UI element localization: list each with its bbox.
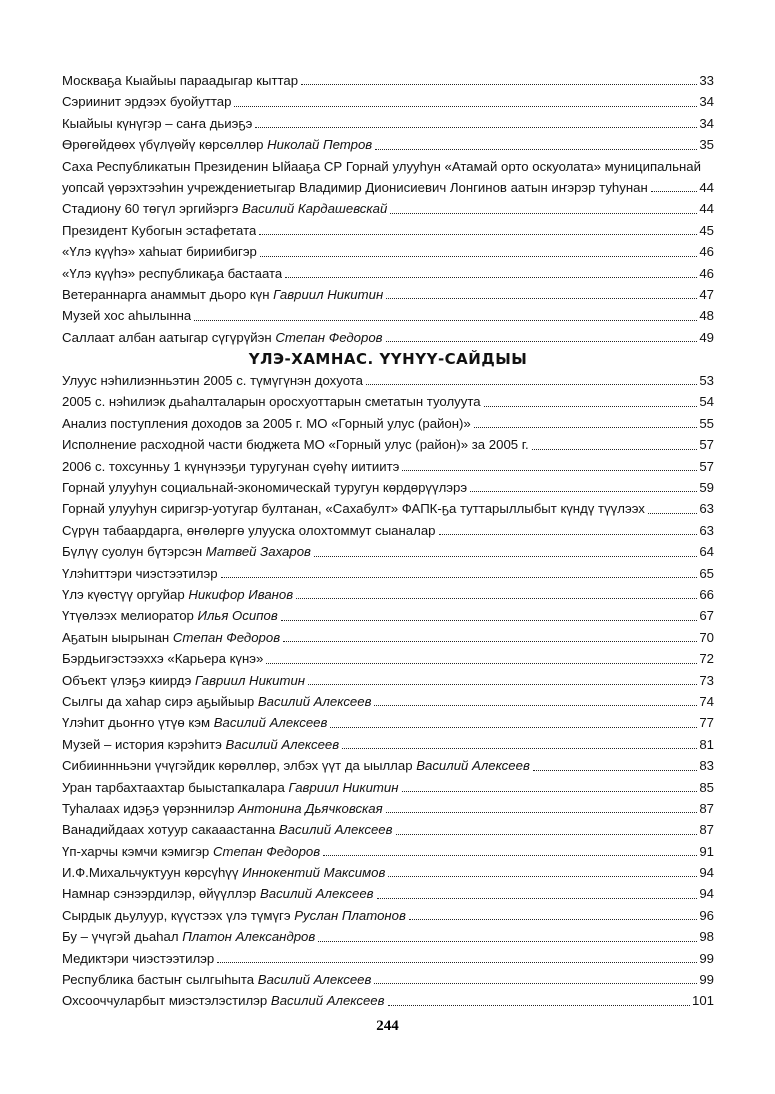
entry-page-number: 98 bbox=[699, 929, 714, 945]
entry-page-number: 49 bbox=[699, 329, 714, 345]
entry-page-number: 72 bbox=[699, 651, 714, 667]
entry-title-text: Музей хос аһылынна bbox=[62, 308, 192, 324]
entry-page-number: 73 bbox=[699, 672, 714, 688]
entry-title bbox=[62, 113, 252, 134]
entry-title-text: Сылгы да хаһар сирэ аҕыйыыр bbox=[62, 693, 258, 709]
entry-page-number: 91 bbox=[699, 843, 714, 859]
toc-entry bbox=[62, 627, 714, 648]
dot-leader bbox=[330, 727, 697, 728]
entry-title bbox=[62, 670, 305, 691]
entry-title bbox=[62, 70, 298, 91]
entry-title-text: Саллаат албан аатыгар сүгүрүйэн bbox=[62, 329, 276, 345]
entry-page-number: 66 bbox=[699, 586, 714, 602]
dot-leader bbox=[281, 620, 698, 621]
dot-leader bbox=[301, 84, 697, 85]
entry-author: Гавриил Никитин bbox=[288, 779, 399, 795]
toc-entry bbox=[62, 905, 714, 926]
toc-entry bbox=[62, 177, 714, 198]
entry-title bbox=[62, 627, 280, 648]
entry-page-number: 34 bbox=[699, 115, 714, 131]
toc-entry bbox=[62, 990, 714, 1011]
entry-page-number: 87 bbox=[699, 822, 714, 838]
dot-leader bbox=[402, 791, 698, 792]
entry-title-text: Ветераннарга анаммыт дьоро күн bbox=[62, 286, 274, 302]
entry-title-text: Медиктэри чиэстээтилэр bbox=[62, 950, 215, 966]
dot-leader bbox=[390, 213, 697, 214]
entry-title-text: Кыайыы күнүгэр – саҥа дьиэҕэ bbox=[62, 115, 253, 131]
entry-page-number: 46 bbox=[699, 244, 714, 260]
entry-title bbox=[62, 605, 278, 626]
entry-page-number: 59 bbox=[699, 480, 714, 496]
entry-title bbox=[62, 220, 256, 241]
entry-page-number: 99 bbox=[699, 972, 714, 988]
entry-author: Василий Алексеев bbox=[257, 693, 372, 709]
entry-title-text: Бүлүү суолун бүтэрсэн bbox=[62, 544, 206, 560]
entry-author: Василий Алексеев bbox=[225, 736, 340, 752]
dot-leader bbox=[533, 770, 698, 771]
entry-title-text: Үтүөлээх мелиоратор bbox=[62, 608, 198, 624]
entry-title-text: Сэриинит эрдээх буойуттар bbox=[62, 94, 232, 110]
dot-leader bbox=[386, 298, 697, 299]
entry-title bbox=[62, 498, 645, 519]
entry-page-number: 53 bbox=[699, 373, 714, 389]
toc-entry bbox=[62, 520, 714, 541]
entry-title bbox=[62, 520, 436, 541]
entry-author: Гавриил Никитин bbox=[273, 286, 384, 302]
entry-author: Василий Алексеев bbox=[278, 822, 393, 838]
entry-page-number: 65 bbox=[699, 565, 714, 581]
entry-title bbox=[62, 198, 387, 219]
entry-title-text: Үп-харчы кэмчи кэмигэр bbox=[62, 843, 213, 859]
dot-leader bbox=[386, 812, 698, 813]
toc-entry bbox=[62, 134, 714, 155]
entry-title bbox=[62, 819, 393, 840]
entry-author: Гавриил Никитин bbox=[195, 672, 306, 688]
dot-leader bbox=[285, 277, 697, 278]
entry-title bbox=[62, 91, 231, 112]
toc-entry bbox=[62, 327, 714, 348]
entry-author: Руслан Платонов bbox=[294, 907, 406, 923]
toc-entry bbox=[62, 969, 714, 990]
dot-leader bbox=[651, 191, 698, 192]
entry-page-number: 47 bbox=[699, 286, 714, 302]
entry-page-number: 94 bbox=[699, 865, 714, 881]
entry-title bbox=[62, 734, 339, 755]
entry-title-text: Охсооччуларбыт миэстэлэстилэр bbox=[62, 993, 271, 1009]
dot-leader bbox=[266, 663, 697, 664]
entry-title-text: Республика бастыҥ сылгыһыта bbox=[62, 972, 258, 988]
entry-title-text: «Үлэ күүһэ» хаһыат бириибигэр bbox=[62, 244, 257, 260]
entry-title-text: Туһалаах идэҕэ үөрэннилэр bbox=[62, 800, 239, 816]
toc-entry bbox=[62, 777, 714, 798]
entry-title-text: Ванадийдаах хотуур сакааастанна bbox=[62, 822, 279, 838]
dot-leader bbox=[194, 320, 697, 321]
entry-title bbox=[62, 541, 311, 562]
toc-entry bbox=[62, 605, 714, 626]
entry-author: Иннокентий Максимов bbox=[242, 865, 386, 881]
entry-author: Илья Осипов bbox=[197, 608, 278, 624]
entry-page-number: 85 bbox=[699, 779, 714, 795]
toc-entry bbox=[62, 413, 714, 434]
entry-page-number: 46 bbox=[699, 265, 714, 281]
entry-title bbox=[62, 755, 530, 776]
entry-title bbox=[62, 413, 471, 434]
toc-entry bbox=[62, 498, 714, 519]
entry-title-text: Музей – история кэрэһитэ bbox=[62, 736, 226, 752]
entry-page-number: 99 bbox=[699, 950, 714, 966]
entry-title bbox=[62, 305, 191, 326]
dot-leader bbox=[374, 705, 697, 706]
entry-title bbox=[62, 241, 257, 262]
entry-title-text: Исполнение расходной части бюджета МО «Горный улус (район)» за 2005 г. bbox=[62, 437, 529, 453]
entry-page-number: 55 bbox=[699, 415, 714, 431]
entry-page-number: 33 bbox=[699, 72, 714, 88]
toc-entry bbox=[62, 755, 714, 776]
toc-list-part-1b bbox=[62, 198, 714, 348]
entry-title-text: 2006 с. тохсунньу 1 күнүнээҕи туругунан сүөһү иитиитэ bbox=[62, 458, 400, 474]
entry-author: Степан Федоров bbox=[275, 329, 383, 345]
entry-title bbox=[62, 948, 214, 969]
entry-page-number: 96 bbox=[699, 907, 714, 923]
entry-author: Василий Алексеев bbox=[416, 758, 530, 774]
entry-page-number: 35 bbox=[699, 137, 714, 153]
toc-entry bbox=[62, 648, 714, 669]
entry-title bbox=[62, 777, 399, 798]
toc-entry bbox=[62, 220, 714, 241]
dot-leader bbox=[388, 876, 697, 877]
entry-title bbox=[62, 712, 327, 733]
entry-title-text: Объект үлэҕэ киирдэ bbox=[62, 672, 195, 688]
entry-title bbox=[62, 327, 383, 348]
dot-leader bbox=[260, 256, 697, 257]
entry-title-text: Намнар сэнээрдилэр, өйүүллэр bbox=[62, 886, 260, 902]
entry-title bbox=[62, 990, 385, 1011]
toc-entry bbox=[62, 391, 714, 412]
dot-leader bbox=[314, 556, 697, 557]
dot-leader bbox=[388, 1005, 690, 1006]
toc-entry bbox=[62, 113, 714, 134]
entry-title bbox=[62, 370, 363, 391]
entry-page-number: 81 bbox=[699, 736, 714, 752]
entry-title-line-2: уопсай үөрэхтээһин учреждениетыгар Владимир Дионисиевич Лонгинов аатын иҥэрэр туһунан bbox=[62, 179, 648, 195]
toc-entry bbox=[62, 926, 714, 947]
toc-entry bbox=[62, 284, 714, 305]
entry-title-text: Үлэһит дьоҥҥо үтүө кэм bbox=[62, 715, 214, 731]
entry-title bbox=[62, 563, 218, 584]
toc-entry bbox=[62, 198, 714, 219]
page-number: 244 bbox=[376, 1018, 399, 1034]
dot-leader bbox=[217, 962, 697, 963]
entry-title-text: Улуус нэһилиэнньэтин 2005 с. түмүгүнэн дохуота bbox=[62, 373, 363, 389]
entry-title-text: Горнай улууһун социальнай-экономическай туругун көрдөрүүлэрэ bbox=[62, 480, 468, 496]
entry-page-number: 70 bbox=[699, 629, 714, 645]
entry-page-number: 64 bbox=[699, 544, 714, 560]
entry-title bbox=[62, 798, 383, 819]
entry-author: Степан Федоров bbox=[212, 843, 321, 859]
entry-author: Матвей Захаров bbox=[205, 544, 311, 560]
entry-page-number: 48 bbox=[699, 308, 714, 324]
entry-title-text: Аҕатын ыырынан bbox=[62, 629, 173, 645]
dot-leader bbox=[386, 341, 698, 342]
entry-title bbox=[62, 691, 371, 712]
entry-title bbox=[62, 969, 371, 990]
entry-author: Антонина Дьячковская bbox=[238, 800, 383, 816]
entry-title bbox=[62, 134, 372, 155]
dot-leader bbox=[377, 898, 698, 899]
toc-entry bbox=[62, 862, 714, 883]
dot-leader bbox=[375, 149, 697, 150]
dot-leader bbox=[296, 598, 697, 599]
dot-leader bbox=[342, 748, 697, 749]
dot-leader bbox=[374, 983, 697, 984]
entry-title bbox=[62, 648, 263, 669]
entry-title-text: Сырдык дьулуур, күүстээх үлэ түмүгэ bbox=[62, 907, 295, 923]
entry-page-number: 57 bbox=[699, 458, 714, 474]
toc-list-part-1 bbox=[62, 70, 714, 156]
dot-leader bbox=[234, 106, 697, 107]
dot-leader bbox=[532, 449, 698, 450]
dot-leader bbox=[470, 491, 697, 492]
entry-title-text: Сүрүн табаардарга, өҥөлөргө улууска олохтоммут сыаналар bbox=[62, 522, 436, 538]
entry-title bbox=[62, 263, 282, 284]
section-heading: ҮЛЭ-ХАМНАС. ҮҮНҮҮ-САЙДЫЫ bbox=[248, 350, 528, 369]
entry-author: Никифор Иванов bbox=[188, 586, 294, 602]
toc-entry bbox=[62, 584, 714, 605]
entry-author: Степан Федоров bbox=[172, 629, 281, 645]
toc-entry bbox=[62, 819, 714, 840]
entry-author: Василий Алексеев bbox=[257, 972, 372, 988]
entry-page-number: 67 bbox=[699, 608, 714, 624]
toc-entry-multiline bbox=[62, 156, 714, 199]
toc-entry bbox=[62, 883, 714, 904]
toc-entry bbox=[62, 563, 714, 584]
entry-title-text: Стадиону 60 төгүл эргийэргэ bbox=[62, 201, 243, 217]
dot-leader bbox=[323, 855, 697, 856]
entry-title bbox=[62, 434, 529, 455]
entry-title-text: Бэрдьигэстээххэ «Карьера күнэ» bbox=[62, 651, 264, 667]
entry-page-number: 45 bbox=[699, 222, 714, 238]
toc-entry bbox=[62, 712, 714, 733]
toc-entry bbox=[62, 798, 714, 819]
dot-leader bbox=[259, 234, 697, 235]
toc-entry bbox=[62, 70, 714, 91]
entry-author: Платон Александров bbox=[182, 929, 316, 945]
dot-leader bbox=[283, 641, 697, 642]
entry-page-number: 44 bbox=[699, 201, 714, 217]
entry-title bbox=[62, 841, 320, 862]
entry-title bbox=[62, 584, 293, 605]
entry-title-text: И.Ф.Михальчуктуун көрсүһүү bbox=[62, 865, 243, 881]
entry-page-number: 63 bbox=[699, 501, 714, 517]
dot-leader bbox=[439, 534, 698, 535]
dot-leader bbox=[648, 513, 697, 514]
dot-leader bbox=[318, 941, 697, 942]
entry-title bbox=[62, 905, 406, 926]
toc-entry bbox=[62, 263, 714, 284]
dot-leader bbox=[255, 127, 697, 128]
entry-page-number: 57 bbox=[699, 437, 714, 453]
entry-author: Николай Петров bbox=[267, 137, 373, 153]
entry-title-text: Сибииннньэни үчүгэйдик көрөллөр, элбэх үүт да ыыллар bbox=[62, 758, 417, 774]
entry-title-text: Горнай улууһун сиригэр-уотугар бултанан, «Сахабулт» ФАПК-ҕа туттарыллыбыт күндү түүлээх bbox=[62, 501, 645, 517]
toc-entry bbox=[62, 241, 714, 262]
entry-author: Василий Кардашевскай bbox=[242, 201, 388, 217]
entry-title-text: Москваҕа Кыайыы параадыгар кыттар bbox=[62, 72, 299, 88]
entry-page-number: 77 bbox=[699, 715, 714, 731]
entry-title-text: Үлэ күөстүү оргуйар bbox=[62, 586, 189, 602]
entry-title-text: Үлэһиттэри чиэстээтилэр bbox=[62, 565, 218, 581]
dot-leader bbox=[409, 919, 697, 920]
entry-page-number: 63 bbox=[699, 522, 714, 538]
dot-leader bbox=[474, 427, 698, 428]
toc-entry bbox=[62, 456, 714, 477]
toc-entry bbox=[62, 541, 714, 562]
entry-page-number: 87 bbox=[699, 800, 714, 816]
entry-title-text: Президент Кубогын эстафетата bbox=[62, 222, 257, 238]
toc-entry bbox=[62, 434, 714, 455]
entry-title-line-1: Саха Республикатын Президенин Ыйааҕа СР Горнай улууһун «Атамай орто оскуолата» муниципальнай bbox=[62, 158, 701, 174]
toc-entry bbox=[62, 691, 714, 712]
entry-page-number: 54 bbox=[699, 394, 714, 410]
entry-title-text: «Үлэ күүһэ» республикаҕа бастаата bbox=[62, 265, 283, 281]
entry-title-text: 2005 с. нэһилиэк дьаһалталарын оросхуоттарын сметатын туолуута bbox=[62, 394, 481, 410]
toc-entry bbox=[62, 305, 714, 326]
toc-entry bbox=[62, 948, 714, 969]
entry-title-text: Өрөгөйдөөх үбүлүөйү көрсөллөр bbox=[62, 137, 268, 153]
entry-page-number: 94 bbox=[699, 886, 714, 902]
entry-page-number: 83 bbox=[699, 758, 714, 774]
entry-author: Василий Алексеев bbox=[213, 715, 328, 731]
toc-list-part-2 bbox=[62, 370, 714, 1012]
toc-entry bbox=[62, 841, 714, 862]
toc-entry bbox=[62, 670, 714, 691]
entry-author: Василий Алексеев bbox=[259, 886, 374, 902]
entry-title-text: Анализ поступления доходов за 2005 г. МО «Горный улус (район)» bbox=[62, 415, 471, 431]
entry-page-number: 34 bbox=[699, 94, 714, 110]
entry-page-number: 74 bbox=[699, 693, 714, 709]
entry-page-number: 44 bbox=[699, 179, 714, 195]
entry-title bbox=[62, 284, 383, 305]
entry-page-number: 101 bbox=[691, 993, 714, 1009]
toc-entry bbox=[62, 477, 714, 498]
entry-title-text: Уран тарбахтаахтар быыстапкалара bbox=[62, 779, 289, 795]
entry-title bbox=[62, 926, 315, 947]
toc-entry bbox=[62, 91, 714, 112]
dot-leader bbox=[402, 470, 697, 471]
dot-leader bbox=[396, 834, 698, 835]
dot-leader bbox=[366, 384, 697, 385]
entry-title bbox=[62, 456, 399, 477]
dot-leader bbox=[308, 684, 697, 685]
entry-title bbox=[62, 862, 385, 883]
entry-title bbox=[62, 477, 467, 498]
toc-entry bbox=[62, 370, 714, 391]
table-of-contents bbox=[62, 70, 714, 1012]
dot-leader bbox=[221, 577, 698, 578]
toc-entry bbox=[62, 734, 714, 755]
entry-title-text: Бу – үчүгэй дьаһал bbox=[62, 929, 183, 945]
entry-title bbox=[62, 391, 481, 412]
entry-title bbox=[62, 883, 374, 904]
dot-leader bbox=[484, 406, 698, 407]
entry-author: Василий Алексеев bbox=[270, 993, 385, 1009]
